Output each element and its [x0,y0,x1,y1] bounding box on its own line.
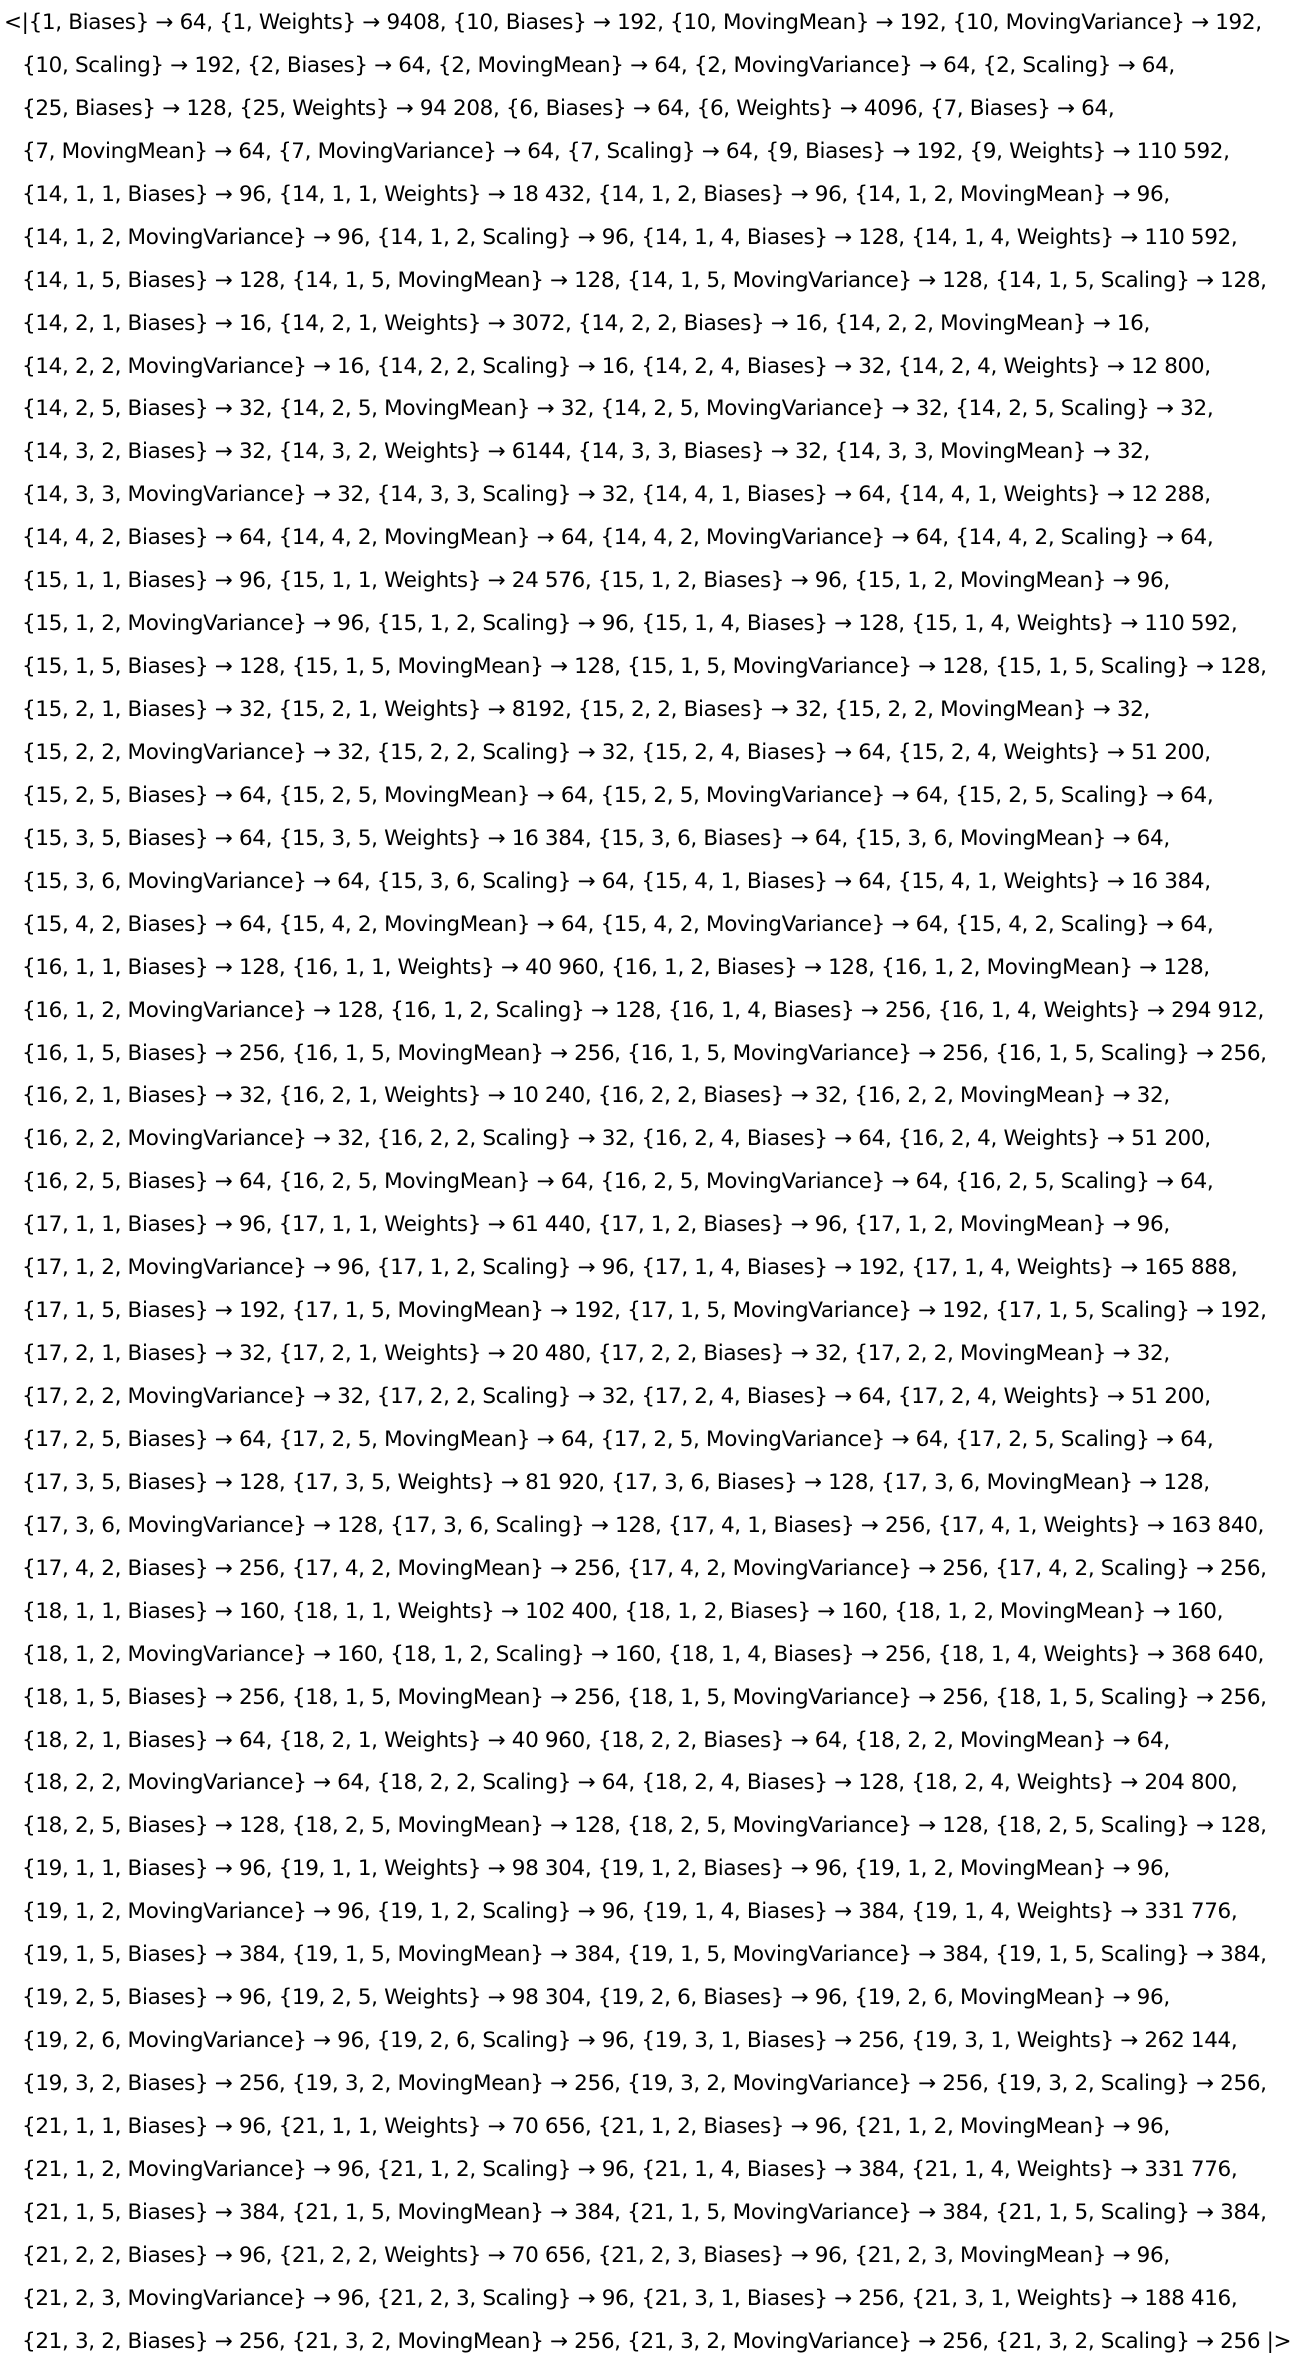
output-line-text: {15, 1, 2, MovingVariance} → 96, {15, 1, 2, Scaling} → 96, {15, 1, 4, Biases} → 128, {15, 1, 4, Weights} → 110 592, [22,611,1238,637]
output-line [0,2235,1240,2278]
output-line [0,560,1240,603]
output-line [0,1720,1240,1763]
output-line [0,990,1265,1033]
output-line [0,2106,1240,2149]
output-line-text: {15, 1, 5, Biases} → 128, {15, 1, 5, MovingMean} → 128, {15, 1, 5, MovingVariance} → 128, {15, 1, 5, Scaling} → 128, [22,654,1267,680]
output-line-text: {15, 3, 5, Biases} → 64, {15, 3, 5, Weights} → 16 384, {15, 3, 6, Biases} → 64, {15, 3, 6, MovingMean} → 64, [22,825,1170,851]
output-line-text: {16, 1, 5, Biases} → 256, {16, 1, 5, MovingMean} → 256, {16, 1, 5, MovingVariance} → 256, {16, 1, 5, Scaling} → 256, [22,1040,1267,1066]
output-line [0,1934,1267,1977]
output-line-text: {15, 2, 1, Biases} → 32, {15, 2, 1, Weights} → 8192, {15, 2, 2, Biases} → 32, {15, 2, 2, MovingMean} → 32, [22,697,1150,722]
output-line-text: {14, 3, 3, MovingVariance} → 32, {14, 3, 3, Scaling} → 32, {14, 4, 1, Biases} → 64, {14, 4, 1, Weights} → 12 288, [22,482,1211,508]
output-line-text: {16, 2, 1, Biases} → 32, {16, 2, 1, Weights} → 10 240, {16, 2, 2, Biases} → 32, {16, 2, 2, MovingMean} → 32, [22,1083,1170,1109]
output-line [0,1634,1265,1677]
output-line [0,1591,1240,1634]
output-line-text: {15, 4, 2, Biases} → 64, {15, 4, 2, MovingMean} → 64, {15, 4, 2, MovingVariance} → 64, {15, 4, 2, Scaling} → 64, [22,911,1214,937]
output-line-text: {18, 2, 1, Biases} → 64, {18, 2, 1, Weights} → 40 960, {18, 2, 2, Biases} → 64, {18, 2, 2, MovingMean} → 64, [22,1727,1170,1753]
output-line-text: {18, 1, 5, Biases} → 256, {18, 1, 5, MovingMean} → 256, {18, 1, 5, MovingVariance} → 256, {18, 1, 5, Scaling} → 256, [22,1684,1267,1710]
output-line [0,732,1240,775]
output-line [0,388,1240,431]
output-line-text: {17, 2, 2, MovingVariance} → 32, {17, 2, 2, Scaling} → 32, {17, 2, 4, Biases} → 64, {17, 2, 4, Weights} → 51 200, [22,1384,1211,1409]
output-line-text: {15, 3, 6, MovingVariance} → 64, {15, 3, 6, Scaling} → 64, {15, 4, 1, Biases} → 64, {15, 4, 1, Weights} → 16 384, [22,868,1211,894]
output-line [0,517,1240,560]
output-line-text: {17, 1, 5, Biases} → 192, {17, 1, 5, MovingMean} → 192, {17, 1, 5, MovingVariance} → 192, {17, 1, 5, Scaling} → 192, [22,1298,1267,1324]
association-close-bracket: |> [1266,2328,1291,2354]
output-line [0,689,1240,732]
output-line [0,303,1240,346]
output-line [0,1118,1240,1161]
output-line [0,1247,1240,1290]
output-line [0,1548,1267,1591]
output-line [0,431,1240,474]
association-open-bracket: <| [4,10,29,35]
output-line-text: {14, 2, 1, Biases} → 16, {14, 2, 1, Weights} → 3072, {14, 2, 2, Biases} → 16, {14, 2, 2, MovingMean} → 16, [22,310,1150,336]
output-line-text: {19, 1, 1, Biases} → 96, {19, 1, 1, Weights} → 98 304, {19, 1, 2, Biases} → 96, {19, 1, 2, MovingMean} → 96, [22,1856,1170,1882]
output-line [0,1290,1267,1333]
output-line-text: {19, 2, 6, MovingVariance} → 96, {19, 2, 6, Scaling} → 96, {19, 3, 1, Biases} → 256, {19, 3, 1, Weights} → 262 144, [22,2028,1238,2054]
output-line-text: {25, Biases} → 128, {25, Weights} → 94 208, {6, Biases} → 64, {6, Weights} → 4096, {7, Biases} → 64, [22,95,1115,121]
output-line [0,775,1240,818]
output-line [0,1762,1240,1805]
output-line-text: {21, 1, 2, MovingVariance} → 96, {21, 1, 2, Scaling} → 96, {21, 1, 4, Biases} → 384, {21, 1, 4, Weights} → 331 776, [22,2156,1238,2182]
output-line-text: {21, 3, 2, Biases} → 256, {21, 3, 2, MovingMean} → 256, {21, 3, 2, MovingVariance} → 256, {21, 3, 2, Scaling} → 256 [22,2328,1261,2354]
output-line [0,861,1240,904]
output-line-text: {18, 1, 2, MovingVariance} → 160, {18, 1, 2, Scaling} → 160, {18, 1, 4, Biases} → 256, {18, 1, 4, Weights} → 368 640, [22,1641,1265,1667]
output-line-text: {14, 4, 2, Biases} → 64, {14, 4, 2, MovingMean} → 64, {14, 4, 2, MovingVariance} → 64, {14, 4, 2, Scaling} → 64, [22,525,1214,551]
output-line-text: {17, 1, 2, MovingVariance} → 96, {17, 1, 2, Scaling} → 96, {17, 1, 4, Biases} → 192, {17, 1, 4, Weights} → 165 888, [22,1255,1238,1281]
output-line-text: {17, 4, 2, Biases} → 256, {17, 4, 2, MovingMean} → 256, {17, 4, 2, MovingVariance} → 256, {17, 4, 2, Scaling} → 256, [22,1555,1267,1581]
output-line [0,1891,1240,1934]
output-line [0,45,1240,88]
output-line [0,2192,1267,2235]
output-line [0,174,1240,217]
output-line [0,1204,1240,1247]
output-line [0,2020,1240,2063]
output-line [0,1419,1240,1462]
output-line-text: {21, 2, 2, Biases} → 96, {21, 2, 2, Weights} → 70 656, {21, 2, 3, Biases} → 96, {21, 2, 3, MovingMean} → 96, [22,2242,1170,2268]
output-line [0,1805,1267,1848]
output-line-text: {14, 2, 5, Biases} → 32, {14, 2, 5, MovingMean} → 32, {14, 2, 5, MovingVariance} → 32, {14, 2, 5, Scaling} → 32, [22,396,1214,422]
output-line-text: {18, 2, 5, Biases} → 128, {18, 2, 5, MovingMean} → 128, {18, 2, 5, MovingVariance} → 128, {18, 2, 5, Scaling} → 128, [22,1813,1267,1839]
output-line [0,603,1240,646]
output-line [0,260,1267,303]
output-line-text: {17, 3, 6, MovingVariance} → 128, {17, 3, 6, Scaling} → 128, {17, 4, 1, Biases} → 256, {17, 4, 1, Weights} → 163 840, [22,1512,1265,1538]
output-line [0,2,1262,45]
output-line [0,818,1240,861]
output-line-text: {14, 1, 2, MovingVariance} → 96, {14, 1, 2, Scaling} → 96, {14, 1, 4, Biases} → 128, {14, 1, 4, Weights} → 110 592, [22,224,1238,250]
output-line-text: {21, 2, 3, MovingVariance} → 96, {21, 2, 3, Scaling} → 96, {21, 3, 1, Biases} → 256, {21, 3, 1, Weights} → 188 416, [22,2285,1238,2311]
output-line-text: {7, MovingMean} → 64, {7, MovingVariance} → 64, {7, Scaling} → 64, {9, Biases} → 192, {9, Weights} → 110 592, [22,138,1230,164]
output-line-text: {14, 3, 2, Biases} → 32, {14, 3, 2, Weights} → 6144, {14, 3, 3, Biases} → 32, {14, 3, 3, MovingMean} → 32, [22,439,1150,465]
output-line [0,2321,1291,2364]
output-line-text: {15, 2, 5, Biases} → 64, {15, 2, 5, MovingMean} → 64, {15, 2, 5, MovingVariance} → 64, {15, 2, 5, Scaling} → 64, [22,782,1214,808]
output-line-text: {1, Biases} → 64, {1, Weights} → 9408, {10, Biases} → 192, {10, MovingMean} → 192, {10, MovingVariance} → 192, [28,10,1262,35]
output-line-text: {19, 1, 5, Biases} → 384, {19, 1, 5, MovingMean} → 384, {19, 1, 5, MovingVariance} → 384, {19, 1, 5, Scaling} → 384, [22,1942,1267,1968]
output-line-text: {21, 1, 1, Biases} → 96, {21, 1, 1, Weights} → 70 656, {21, 1, 2, Biases} → 96, {21, 1, 2, MovingMean} → 96, [22,2113,1170,2139]
output-line-text: {14, 1, 5, Biases} → 128, {14, 1, 5, MovingMean} → 128, {14, 1, 5, MovingVariance} → 128, {14, 1, 5, Scaling} → 128, [22,267,1267,293]
output-line [0,1462,1240,1505]
output-line-text: {10, Scaling} → 192, {2, Biases} → 64, {2, MovingMean} → 64, {2, MovingVariance} → 64, {2, Scaling} → 64, [22,52,1175,78]
output-line-text: {17, 3, 5, Biases} → 128, {17, 3, 5, Weights} → 81 920, {17, 3, 6, Biases} → 128, {17, 3, 6, MovingMean} → 128, [22,1469,1210,1495]
output-line-text: {15, 2, 2, MovingVariance} → 32, {15, 2, 2, Scaling} → 32, {15, 2, 4, Biases} → 64, {15, 2, 4, Weights} → 51 200, [22,739,1211,765]
output-line [0,474,1240,517]
output-line [0,217,1240,260]
output-line [0,1977,1240,2020]
output-line-text: {14, 2, 2, MovingVariance} → 16, {14, 2, 2, Scaling} → 16, {14, 2, 4, Biases} → 32, {14, 2, 4, Weights} → 12 800, [22,353,1211,379]
output-line [0,2278,1240,2321]
output-line [0,947,1240,990]
output-line [0,2149,1240,2192]
output-line [0,904,1240,947]
output-line [0,1848,1240,1891]
output-line [0,1075,1240,1118]
output-line-text: {17, 1, 1, Biases} → 96, {17, 1, 1, Weights} → 61 440, {17, 1, 2, Biases} → 96, {17, 1, 2, MovingMean} → 96, [22,1212,1170,1238]
output-line [0,1161,1240,1204]
output-line-text: {19, 3, 2, Biases} → 256, {19, 3, 2, MovingMean} → 256, {19, 3, 2, MovingVariance} → 256, {19, 3, 2, Scaling} → 256, [22,2071,1267,2096]
output-line-text: {15, 1, 1, Biases} → 96, {15, 1, 1, Weights} → 24 576, {15, 1, 2, Biases} → 96, {15, 1, 2, MovingMean} → 96, [22,568,1170,594]
output-line [0,131,1240,174]
output-line-text: {18, 2, 2, MovingVariance} → 64, {18, 2, 2, Scaling} → 64, {18, 2, 4, Biases} → 128, {18, 2, 4, Weights} → 204 800, [22,1770,1238,1796]
output-line-text: {16, 1, 2, MovingVariance} → 128, {16, 1, 2, Scaling} → 128, {16, 1, 4, Biases} → 256, {16, 1, 4, Weights} → 294 912, [22,997,1265,1023]
output-line [0,646,1267,689]
output-line [0,1677,1267,1720]
output-line-text: {16, 2, 5, Biases} → 64, {16, 2, 5, MovingMean} → 64, {16, 2, 5, MovingVariance} → 64, {16, 2, 5, Scaling} → 64, [22,1169,1214,1195]
output-line [0,1033,1267,1076]
output-line [0,346,1240,389]
output-line-text: {18, 1, 1, Biases} → 160, {18, 1, 1, Weights} → 102 400, {18, 1, 2, Biases} → 160, {18, 1, 2, MovingMean} → 160, [22,1598,1224,1624]
output-line [0,1505,1265,1548]
output-line-text: {19, 1, 2, MovingVariance} → 96, {19, 1, 2, Scaling} → 96, {19, 1, 4, Biases} → 384, {19, 1, 4, Weights} → 331 776, [22,1899,1238,1925]
output-line [0,2063,1267,2106]
output-line [0,1376,1240,1419]
output-line-text: {17, 2, 5, Biases} → 64, {17, 2, 5, MovingMean} → 64, {17, 2, 5, MovingVariance} → 64, {17, 2, 5, Scaling} → 64, [22,1426,1214,1452]
output-line [0,1333,1240,1376]
output-line-text: {16, 1, 1, Biases} → 128, {16, 1, 1, Weights} → 40 960, {16, 1, 2, Biases} → 128, {16, 1, 2, MovingMean} → 128, [22,954,1210,980]
output-line-text: {16, 2, 2, MovingVariance} → 32, {16, 2, 2, Scaling} → 32, {16, 2, 4, Biases} → 64, {16, 2, 4, Weights} → 51 200, [22,1126,1211,1152]
output-line-text: {14, 1, 1, Biases} → 96, {14, 1, 1, Weights} → 18 432, {14, 1, 2, Biases} → 96, {14, 1, 2, MovingMean} → 96, [22,181,1170,207]
output-line-text: {21, 1, 5, Biases} → 384, {21, 1, 5, MovingMean} → 384, {21, 1, 5, MovingVariance} → 384, {21, 1, 5, Scaling} → 384, [22,2199,1267,2225]
output-line-text: {19, 2, 5, Biases} → 96, {19, 2, 5, Weights} → 98 304, {19, 2, 6, Biases} → 96, {19, 2, 6, MovingMean} → 96, [22,1985,1170,2011]
output-line [0,88,1240,131]
output-line-text: {17, 2, 1, Biases} → 32, {17, 2, 1, Weights} → 20 480, {17, 2, 2, Biases} → 32, {17, 2, 2, MovingMean} → 32, [22,1341,1170,1367]
